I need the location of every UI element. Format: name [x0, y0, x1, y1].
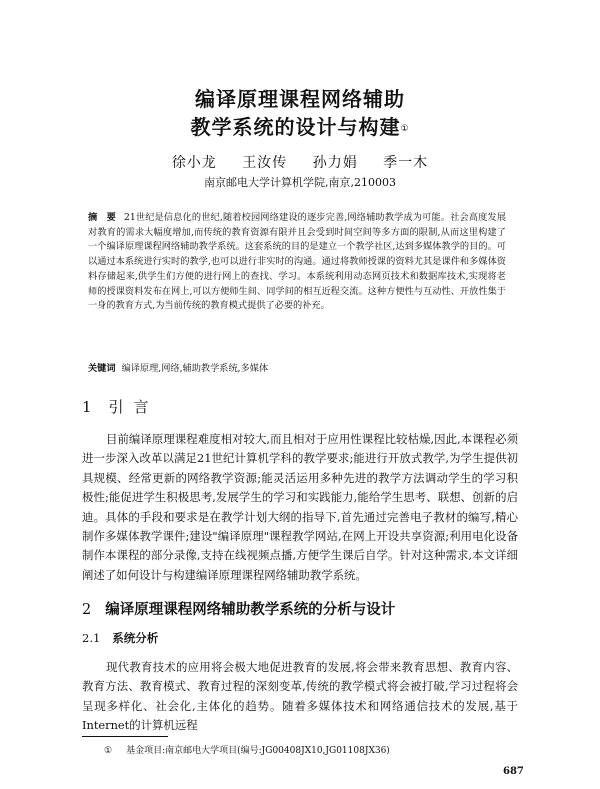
author-name: 徐小龙 — [171, 155, 217, 171]
section-2-heading — [82, 598, 395, 619]
subsection-number: 2.1 — [82, 631, 101, 645]
abstract-label: 摘 要 — [88, 212, 117, 223]
footnote-mark: ① — [104, 746, 113, 756]
abstract — [88, 211, 506, 314]
author-name: 季一木 — [383, 155, 429, 171]
keywords-label: 关键词 — [88, 363, 116, 374]
footnote — [104, 743, 390, 756]
section-2-1-heading — [82, 630, 158, 646]
section-number: 1 — [82, 398, 93, 416]
section-2-1-paragraph: 现代教育技术的应用将会极大地促进教育的发展,将会带来教育思想、教育内容、教育方法、教育模式、教育过程的深刻变革,传统的教学模式将会被打破,学习过程将会呈现多样化、社会化,主体化的趋势。随着多媒体技术和网络通信技术的发展,基于Internet的计算机远程 — [82, 660, 518, 733]
author-name: 王汝传 — [242, 155, 288, 171]
author-list — [0, 152, 600, 172]
section-title: 编译原理课程网络辅助教学系统的分析与设计 — [105, 602, 396, 618]
paper-title-line-1 — [0, 87, 600, 111]
footnote-divider — [82, 736, 168, 737]
keywords-text: 编译原理,网络,辅助教学系统,多媒体 — [121, 363, 269, 374]
page-number: 687 — [503, 766, 524, 777]
paper-title-line-2 — [0, 115, 600, 139]
section-title: 引言 — [108, 398, 159, 416]
section-1-paragraph: 目前编译原理课程难度相对较大,而且相对于应用性课程比较枯燥,因此,本课程必须进一步深入改革以满足21世纪计算机学科的教学要求;能进行开放式教学,为学生提供初具规模、经常更新的网络教学资源;能灵活运用多种先进的教学方法调动学生的学习积极性;能促进学生积极思考,发展学生的学习和实践能力,能给学生思考、联想、创新的启迪。具体的手段和要求是在教学计划大纲的指导下,首先通过完善电子教材的编写,精心制作多媒体教学课件;建设"编译原理"课程教学网站,在网上开设共享资源;利用电化设备制作本课程的部分录像,支持在线视频点播,方便学生课后自学。针对这种需求,本文详细阐述了如何设计与构建编译原理课程网络辅助教学系统。 — [82, 432, 518, 582]
section-1-heading — [82, 396, 159, 417]
title-line-1-text: 编译原理课程网络辅助 — [195, 87, 405, 111]
abstract-text: 21世纪是信息化的世纪,随着校园网络建设的逐步完善,网络辅助教学成为可能。社会高度发展对教育的需求大幅度增加,而传统的教育资源有限并且会受到时间空间等多方面的限制,从而这里构建了一个编译原理课程网络辅助教学系统。这套系统的目的是建立一个教学社区,达到多媒体教学的目的。可以通过本系统进行实时的教学,也可以进行非实时的沟通。通过将教师授课的资料尤其是课件和多媒体资料存储起来,供学生们方便的进行网上的查找、学习。本系统利用动态网页技术和数据库技术,实现将老师的授课资料发布在网上,可以方便师生间、同学间的相互近程交流。这种方便性与互动性、开放性集于一身的教育方式,为当前传统的教育模式提供了必要的补充。 — [88, 212, 507, 312]
keywords — [88, 360, 508, 374]
title-footnote-mark: ① — [400, 124, 410, 134]
footnote-text: 基金项目:南京邮电大学项目(编号:JG00408JX10,JG01108JX36) — [126, 746, 390, 756]
title-line-2-text: 教学系统的设计与构建 — [190, 115, 401, 139]
author-name: 孙力娟 — [312, 155, 358, 171]
section-number: 2 — [82, 602, 92, 618]
subsection-title: 系统分析 — [112, 631, 159, 645]
affiliation: 南京邮电大学计算机学院,南京,210003 — [204, 176, 396, 189]
